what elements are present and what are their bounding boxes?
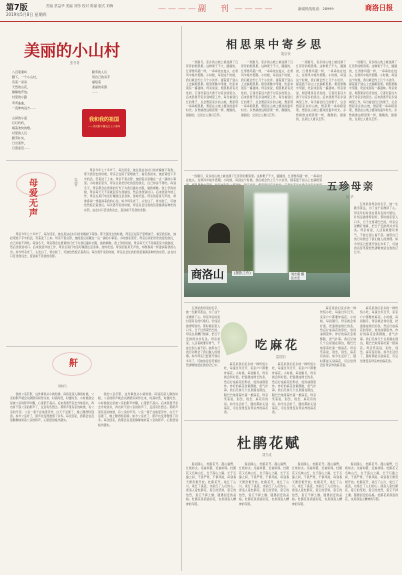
row-divider [184, 170, 398, 171]
chima-paragraph: 麻花是我们家乡的一种传统小吃，每逢过年过节，家家户户都要炸麻花。小时候，每到腊月，母亲就会和好面，把面搓成细长的条，然后拧成麻花的形状，放进油锅里炸。炸好的麻花金黄酥脆，香气扑鼻。我们兄妹几个总是围在锅边，眼巴巴地等着吃第一根麻花。母亲笑着说，别急，别急，麻花有的是。如今生活好了，随时都能买到麻花，可总觉得没有母亲炸的麻花香。 [272, 362, 316, 415]
chima-paragraph: 麻花是我们家乡的一种传统小吃，每逢过年过节，家家户户都要炸麻花。小时候，每到腊月，母亲就会和好面，把面搓成细长的条，然后拧成麻花的形状，放进油锅里炸。炸好的麻花金黄酥脆，香气扑鼻。我们兄妹几个总是围在锅边，眼巴巴地等着吃第一根麻花。母亲笑着说，别急，别急，麻花有的是。如今生活好了，随时都能买到麻花，可总觉得没有母亲炸的麻花香。 [320, 306, 356, 368]
dujuan-paragraph: 春到商山，杜鹃花开。漫山遍野，红艳如火。远看如霞，近看如锦。杜鹃花又名映山红，生于高山之巅，长于石缝之间，不畏严寒，不惧风雨，每到春天便竞相开放。杜鹃花开，染红了山川，染红了溪流，也染红了人们的心。商洛人爱杜鹃花，爱它的坚韧，爱它的热烈，爱它不择土壤、随遇而安的品格。杜鹃花是商洛的花，也是商洛人精神的写照。 [239, 462, 289, 506]
xiangsi-title: 相思果中寄乡思 [226, 38, 324, 51]
muai-text-body [10, 232, 176, 342]
issue-date: 2019年5月8日 星期四 [6, 12, 47, 17]
commemorative-stamp [82, 109, 126, 137]
edition-number: 第7版 [6, 3, 28, 12]
xiangsi-col-1 [186, 60, 238, 168]
banner-dash-left: ———— [158, 4, 198, 13]
dujuan-col-2 [239, 462, 289, 572]
row-divider [184, 420, 398, 421]
muai-title: 母爱无声 [27, 178, 37, 218]
han-text-left [10, 392, 94, 572]
poem-title: 美丽的小山村 [24, 41, 121, 60]
xiangsi-paragraph: 一进腊月，家乡的山坡上就挂满了红彤彤的相思果。这种果子不大，圆圆的，红得像玛瑙一样，一串串挂在枝头，在寒风中格外惹眼。小时候，每到这个时候，我们就会约上几个小伙伴，提着篮子到山上去摘相思果。相思果酸中带甜，吃起来别有一番滋味。母亲常说，相思果是有灵性的，它寄托着远方游子对家乡的思念。后来我离开家乡到城里工作，每当看到红红的果子，总会想起家乡的山坡，想起那一串串相思果，想起在山坡上嬉戏的童年时光。乡愁就像这相思果一样，酸酸的，甜甜的，总是让人难以忘怀。 [349, 60, 397, 122]
xiangsi-paragraph: 一进腊月，家乡的山坡上就挂满了红彤彤的相思果。这种果子不大，圆圆的，红得像玛瑙一样，一串串挂在枝头，在寒风中格外惹眼。小时候，每到这个时候，我们就会约上几个小伙伴，提着篮子到山上去摘相思果。相思果酸中带甜，吃起来别有一番滋味。母亲常说，相思果是有灵性的，它寄托着远方游子对家乡的思念。后来我离开家乡到城里工作，每当看到红红的果子，总会想起家乡的山坡，想起那一串串相思果，想起在山坡上嬉戏的童年时光。乡愁就像这相思果一样，酸酸的，甜甜的，总是让人难以忘怀。 [186, 60, 238, 117]
chima-col-2 [272, 362, 316, 418]
stamp-text: 我和我的祖国 [88, 117, 119, 123]
newspaper-logo: 商洛日报 [365, 3, 393, 12]
chima-col-4 [360, 306, 398, 418]
dujuan-col-3 [292, 462, 342, 572]
row-divider [6, 346, 178, 347]
row-divider [6, 160, 178, 161]
xiangsi-author: 胡京荣 [281, 52, 291, 56]
muai-paragraph: 母亲今年七十多岁了，每次回家，她总是站在村口的老槐树下等我。那天我回去的时候，母亲正在院子里晒被子，看见我回来，她赶紧放下手中的活，笑着迎了上来。母亲不善言辞，她的爱总是藏在一点一滴的小事里。小时候家里穷，母亲总是把好吃的留给我们，自己却舍不得吃。每到冬天，母亲都会在昏黄的灯光下为我们缝补衣服，做新棉鞋。我上学的时候，母亲每天天不亮就起床为我做饭，然后送我到村口。后来我到外地工作，母亲总是打电话叮嘱我注意身体，按时吃饭。母亲的爱是无声的，却像春雨一样滋润着我的心田。如今母亲老了，头发白了，背也驼了，可她依然惦记着我们。每次离开家的时候，母亲总会往我的包里塞满各种吃的东西，站在村口目送我远去，直到看不见我的身影。 [84, 168, 176, 212]
chima-col-3 [320, 306, 356, 418]
muai-author: 张丽平 [74, 178, 78, 187]
stamp-subtitle: ——庆祝新中国成立七十周年 [87, 125, 121, 128]
banner-dash-right: ———— [234, 4, 275, 13]
row-divider [184, 302, 398, 303]
chima-col-1 [224, 362, 268, 418]
xiangsi-col-4 [349, 60, 397, 168]
han-title: 鼾 [67, 358, 77, 367]
wubao-title: 五珍母亲 [327, 182, 375, 193]
dujuan-paragraph: 春到商山，杜鹃花开。漫山遍野，红艳如火。远看如霞，近看如锦。杜鹃花又名映山红，生于高山之巅，长于石缝之间，不畏严寒，不惧风雨，每到春天便竞相开放。杜鹃花开，染红了山川，染红了溪流，也染红了人们的心。商洛人爱杜鹃花，爱它的坚韧，爱它的热烈，爱它不择土壤、随遇而安的品格。杜鹃花是商洛的花，也是商洛人精神的写照。 [345, 462, 398, 502]
dujuan-title: 杜鹃花赋 [237, 436, 301, 452]
hotline: 新闻热线电话：28999 [298, 7, 334, 11]
photo-note: (摄影之作) [234, 271, 251, 275]
photo-credit: 刘志康 摄 张志安 [291, 272, 304, 280]
chima-paragraph: 麻花是我们家乡的一种传统小吃，每逢过年过节，家家户户都要炸麻花。小时候，每到腊月，母亲就会和好面，把面搓成细长的条，然后拧成麻花的形状，放进油锅里炸。炸好的麻花金黄酥脆，香气扑鼻。我们兄妹几个总是围在锅边，眼巴巴地等着吃第一根麻花。母亲笑着说，别急，别急，麻花有的是。如今生活好了，随时都能买到麻花，可总觉得没有母亲炸的麻花香。 [224, 362, 268, 415]
dujuan-paragraph: 春到商山，杜鹃花开。漫山遍野，红艳如火。远看如霞，近看如锦。杜鹃花又名映山红，生于高山之巅，长于石缝之间，不畏严寒，不惧风雨，每到春天便竞相开放。杜鹃花开，染红了山川，染红了溪流，也染红了人们的心。商洛人爱杜鹃花，爱它的坚韧，爱它的热烈，爱它不择土壤、随遇而安的品格。杜鹃花是商洛的花，也是商洛人精神的写照。 [186, 462, 236, 506]
xiangsi-paragraph: 一进腊月，家乡的山坡上就挂满了红彤彤的相思果。这种果子不大，圆圆的，红得像玛瑙一样，一串串挂在枝头，在寒风中格外惹眼。小时候，每到这个时候，我们就会约上几个小伙伴，提着篮子到山上去摘相思果。相思果酸中带甜，吃起来别有一番滋味。母亲常说，相思果是有灵性的，它寄托着远方游子对家乡的思念。后来我离开家乡到城里工作，每当看到红红的果子，总会想起家乡的山坡，想起那一串串相思果，想起在山坡上嬉戏的童年时光。乡愁就像这相思果一样，酸酸的，甜甜的，总是让人难以忘怀。 [296, 60, 346, 122]
muai-paragraph: 母亲今年七十多岁了，每次回家，她总是站在村口的老槐树下等我。那天我回去的时候，母亲正在院子里晒被子，看见我回来，她赶紧放下手中的活，笑着迎了上来。母亲不善言辞，她的爱总是藏在一点一滴的小事里。小时候家里穷，母亲总是把好吃的留给我们，自己却舍不得吃。每到冬天，母亲都会在昏黄的灯光下为我们缝补衣服，做新棉鞋。我上学的时候，母亲每天天不亮就起床为我做饭，然后送我到村口。后来我到外地工作，母亲总是打电话叮嘱我注意身体，按时吃饭。母亲的爱是无声的，却像春雨一样滋润着我的心田。如今母亲老了，头发白了，背也驼了，可她依然惦记着我们。每次离开家的时候，母亲总会往我的包里塞满各种吃的东西，站在村口目送我远去，直到看不见我的身影。 [10, 232, 176, 259]
column-divider [181, 26, 182, 571]
editor-credits: 责编 蔡益华 美编 刘彤 校对 陈丽 版式 刘梅 [46, 4, 114, 8]
xiangsi-col-5 [186, 174, 322, 184]
han-text-right [98, 392, 178, 572]
poem-author: 张书青 [70, 61, 80, 65]
xiangsi-col-2 [241, 60, 293, 168]
wubao-author: 何 华 [346, 195, 354, 199]
chima-author: 雷伯阳 [276, 355, 286, 359]
dujuan-col-1 [186, 462, 236, 572]
section-banner [158, 3, 275, 14]
photo-tunnel [208, 223, 230, 243]
han-paragraph: 我的父亲打鼾，这件事我从小就知道。每到夜深人静的时候，父亲的鼾声就会从隔壁房间传过来，时高时低，时缓时急。小时候我总是被父亲的鼾声吵醒，心里很不高兴。后来我离开家去外地读书，再也听不到父亲的鼾声了，反而有些想念。那鼾声里有家的味道，有父亲的辛劳。父亲一辈子在地里劳作，白天干活累了，晚上睡得特别香。如今父亲老了，鼾声也变得微弱了许多。每次回家，我都会在夜里静静地听着父亲的鼾声，心里感到格外踏实。 [10, 392, 94, 423]
wubao-paragraph: 五珍是我母亲的名字，她一生勤劳善良，为了这个家操碎了心。母亲年轻时是村里有名的巧媳妇，针线活做得特别好。那时候家里人口多，日子过得紧巴巴的，母亲总是精打细算，把日子安排得井井有条。母亲常说，人活着就要有骨气，不能让别人看不起。她用自己的行动教会了我们做人的道理。如今母亲已经离开我们多年了，可她的音容笑貌依然清晰地留在我的记忆中。 [354, 202, 398, 255]
han-paragraph: 我的父亲打鼾，这件事我从小就知道。每到夜深人静的时候，父亲的鼾声就会从隔壁房间传过来，时高时低，时缓时急。小时候我总是被父亲的鼾声吵醒，心里很不高兴。后来我离开家去外地读书，再也听不到父亲的鼾声了，反而有些想念。那鼾声里有家的味道，有父亲的辛劳。父亲一辈子在地里劳作，白天干活累了，晚上睡得特别香。如今父亲老了，鼾声也变得微弱了许多。每次回家，我都会在夜里静静地听着父亲的鼾声，心里感到格外踏实。 [98, 392, 178, 427]
photo-waterfall [254, 193, 288, 283]
dujuan-paragraph: 春到商山，杜鹃花开。漫山遍野，红艳如火。远看如霞，近看如锦。杜鹃花又名映山红，生于高山之巅，长于石缝之间，不畏严寒，不惧风雨，每到春天便竞相开放。杜鹃花开，染红了山川，染红了溪流，也染红了人们的心。商洛人爱杜鹃花，爱它的坚韧，爱它的热烈，爱它不择土壤、随遇而安的品格。杜鹃花是商洛的花，也是商洛人精神的写照。 [292, 462, 342, 506]
wubao-text [354, 202, 398, 298]
dujuan-author: 刘方成 [262, 453, 272, 457]
muai-text-top [84, 168, 176, 228]
chima-title: 吃麻花 [255, 338, 301, 352]
photo-caption: 商洛山 [188, 265, 227, 283]
dujuan-col-4 [345, 462, 398, 572]
xiangsi-paragraph: 一进腊月，家乡的山坡上就挂满了红彤彤的相思果。这种果子不大，圆圆的，红得像玛瑙一样，一串串挂在枝头，在寒风中格外惹眼。小时候，每到这个时候，我们就会约上几个小伙伴，提着篮子到山上去摘相思果。相思果酸中带甜，吃起来别有一番滋味。母亲常说，相思果是有灵性的，它寄托着远方游子对家乡的思念。后来我离开家乡到城里工作，每当看到红红的果子，总会想起家乡的山坡，想起那一串串相思果，想起在山坡上嬉戏的童年时光。乡愁就像这相思果一样，酸酸的，甜甜的，总是让人难以忘怀。 [241, 60, 293, 117]
leaf-ornament [217, 318, 252, 355]
xiangsi-col-3 [296, 60, 346, 168]
poem-column-1: 八百里秦岭 脚下，一个小山村， 有着一朵朵 天然的山花， 静静地开放。 村里的小路 弯弯曲曲， 一直伸向远方…… 山间的小溪 叮叮咚咚， 唱着欢快的歌。 村里的人们 勤劳朴实， 日出而作， 日落而息…… [12, 70, 40, 151]
section-name: 副 刊 [198, 4, 235, 13]
masthead [0, 0, 402, 22]
poem-column-2: 勤劳的人们 用自己的双手 描绘着 美丽的家园 …… [92, 70, 111, 95]
xiangsi-paragraph: 一进腊月，家乡的山坡上就挂满了红彤彤的相思果。这种果子不大，圆圆的，红得像玛瑙一样，一串串挂在枝头，在寒风中格外惹眼。小时候，每到这个时候，我们就会约上几个小伙伴，提着篮子到山上去摘相思 [186, 174, 322, 183]
chima-paragraph: 麻花是我们家乡的一种传统小吃，每逢过年过节，家家户户都要炸麻花。小时候，每到腊月，母亲就会和好面，把面搓成细长的条，然后拧成麻花的形状，放进油锅里炸。炸好的麻花金黄酥脆，香气扑鼻。我们兄妹几个总是围在锅边，眼巴巴地等着吃第一根麻花。母亲笑着说，别急，别急，麻花有的是。如今生活好了，随时都能买到麻花，可总觉得没有母亲炸的麻花香。 [360, 306, 398, 363]
wubao-text-cont [186, 306, 220, 418]
han-author: 胡晓凡 [58, 384, 68, 388]
wubao-paragraph: 五珍是我母亲的名字，她一生勤劳善良，为了这个家操碎了心。母亲年轻时是村里有名的巧媳妇，针线活做得特别好。那时候家里人口多，日子过得紧巴巴的，母亲总是精打细算，把日子安排得井井有条。母亲常说，人活着就要有骨气，不能让别人看不起。她用自己的行动教会了我们做人的道理。如今母亲已经离开我们多年了，可她的音容笑貌依然清晰地留在我的记忆中。 [186, 306, 220, 368]
